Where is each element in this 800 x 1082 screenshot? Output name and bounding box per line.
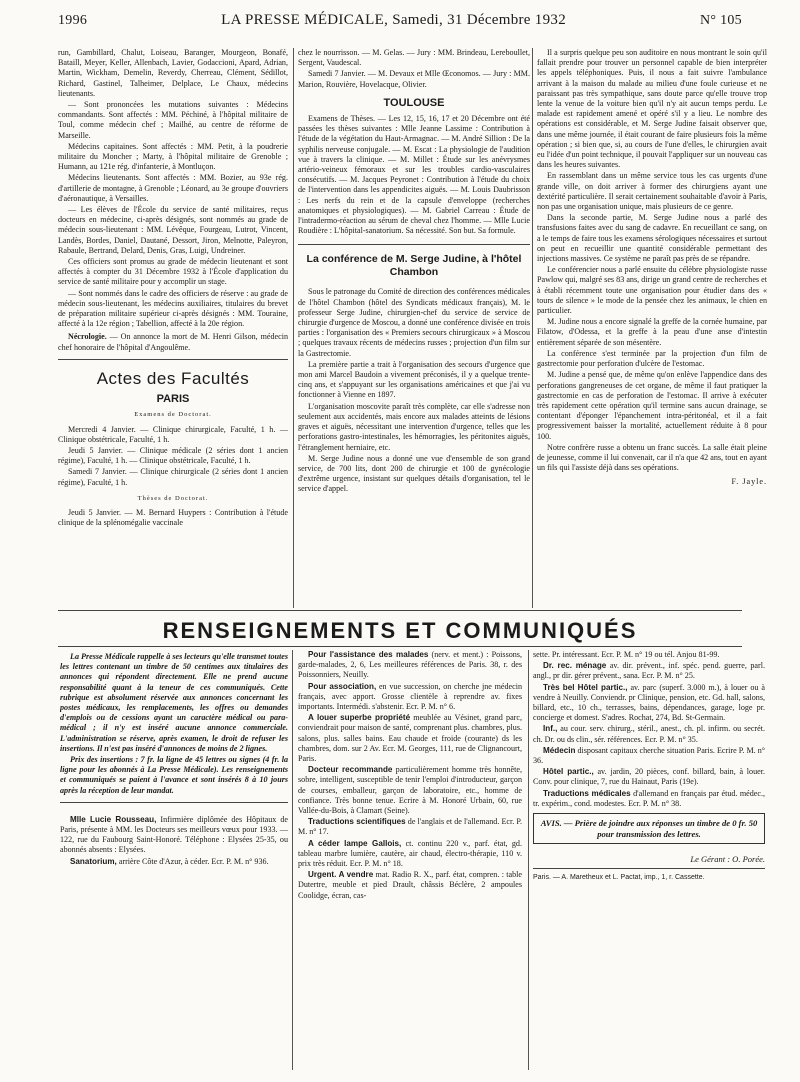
paragraph: Médecins capitaines. Sont affectés : MM. Petit, à la poudrerie militaire du Moncher ; Marty, à l'hôpital militaire de Grenoble ; Humann, au 121e rég. d'infanterie, à Montluçon. — [58, 141, 288, 172]
conference-paragraph: La première partie a trait à l'organisation des secours d'urgence que mon ami Marcel Baudoin a vivement préconisés, il y a quelque trente-cinq ans, et s'appuyant sur les organisations américaines et que j'ai vu fonctionner à Vienne en 1897. — [298, 359, 530, 400]
ad-text: de l'anglais et de l'allemand. Ecr. P. M. n° 17. — [298, 817, 522, 837]
classified-ad — [298, 713, 522, 764]
paragraph: Il a surpris quelque peu son auditoire en nous montrant le soin qu'il fallait prendre pour trouver un personnel capable de bien interpréter les appels téléphoniques. Puis, il nous a fait suivre l'ambulance arrivant à la maison du malade au milieu d'une foule curieuse et ne paraissant pas très sympathique, sans doute parce qu'elle trouve trop lente la venue de la voiture bien qu'il n'y ait aucun temps perdu. Le malade est rapidement amené et opéré s'il y a lieu. Le nombre des opérations est considérable, et M. Serge Judine faisait observer que, dans une même journée, il était courant de faire plusieurs fois la même opération ; si bien que, si, au cours de l'une d'elles, le chirurgien avait eu l'idée d'un point technique, il pouvait l'appliquer sur un nouveau cas dans les heures suivantes. — [537, 48, 767, 170]
paragraph: La conférence s'est terminée par la projection d'un film de gastrectomie pour perforation d'ulcère de l'estomac. — [537, 348, 767, 369]
paragraph: — Les élèves de l'École du service de santé militaires, reçus docteurs en médecine, ci-après désignés, sont nommés au grade de médecin sous-lieutenant : MM. Lévêque, Fourgeau, Lutrot, Vincent, Landès, Bordes, Daniel, Dautané, Dessort, Jiron, Melnotte, Paleyron, Rabaule, Bertrand, Delard, Denis, Gras, Luigi, Undreiner. — [58, 205, 288, 255]
classified-ad — [298, 682, 522, 713]
section-rule — [58, 646, 742, 647]
ad-text: av. jardin, 20 pièces, conf. billard, bain, à louer. Conv. pour clinique, 7, rue du Hainaut, Paris (19e). — [533, 767, 765, 787]
conference-heading: La conférence de M. Serge Judine, à l'hôtel Chambon — [306, 253, 522, 279]
ad-heading: Traductions médicales — [543, 788, 631, 798]
ad-heading: Mlle Lucie Rousseau, — [70, 814, 157, 824]
classified-ad — [298, 870, 522, 901]
ad-text: au cour. serv. chirurg., stéril., anest., ch. pl. infirm. ou secrét. ch. Dr. ou ds clin., sér. références. Ecr. P. M. n° 35. — [533, 724, 765, 744]
necrologie-label: Nécrologie. — [68, 332, 107, 342]
classified-ad — [533, 661, 765, 681]
avis-notice-box: AVIS. — Prière de joindre aux réponses un timbre de 0 fr. 50 pour transmission des lettres. — [533, 813, 765, 844]
column-classifieds-continued — [533, 650, 765, 1070]
paragraph: Samedi 7 Janvier. — M. Devaux et Mlle Œconomos. — Jury : MM. Marion, Rouvière, Hovelacque, Olivier. — [298, 69, 530, 89]
ad-heading: Très bel Hôtel partic., — [543, 682, 628, 692]
gerant-signature: Le Gérant : O. Porée. — [690, 854, 765, 865]
classified-ad — [60, 857, 288, 867]
column-military-and-faculties — [58, 48, 288, 608]
ad-heading: Pour l'assistance des malades — [308, 650, 429, 659]
classified-ads-list — [60, 815, 288, 867]
paragraph: M. Judine a pensé que, de même qu'on enlève l'appendice dans des perforations gangreneuses de cet organe, de même il faut pratiquer la gastrectomie en cas de perforation de l'estomac. Il arrive à exécuter très rapidement cette opération qu'il termine sans aucun drainage, se contentant d'éponger l'épanchement intra-péritonéal, et il a fait progressivement baisser la mortalité, actuellement réduite à 8 pour 100. — [537, 370, 767, 441]
conference-paragraph: L'organisation moscovite paraît très complète, car elle s'adresse non seulement aux accidentés, mais encore aux malades atteints de lésions graves et aiguës, nécessitant une intervention d'urgence, telles que les perforations gastro-intestinales, les hémorragies, les péritonites aiguës, l'étranglement herniaire, etc. — [298, 401, 530, 452]
ad-text: particulièrement homme très honnête, sobre, intelligent, susceptible de tenir l'emploi d'introducteur, garçon de courses, emballeur, garçon de laboratoire, etc., homme de confiance. Très bonne tenue. Ecrire à M. Honoré Urbain, 60, rue Vallée-du-Bois, à Clamart (Seine). — [298, 765, 522, 816]
column-toulouse-and-conference — [298, 48, 530, 608]
notice-paragraph: La Presse Médicale rappelle à ses lecteurs qu'elle transmet toutes les lettres contenant un timbre de 50 centimes aux titulaires des annonces qui répondent directement. Elle ne prend aucune responsabilité quant à la teneur de ces communiqués. Cette rubrique est absolument réservée aux annonces concernant les postes médicaux, les remplacements, les offres ou demandes d'emplois ou de cessions ayant un caractère médical ou para-médical ; il n'y est inséré aucune annonce commerciale. L'administration se réserve, après examen, le droit de refuser les insertions. Il n'est pas inséré d'annonces de moins de 2 lignes. — [60, 652, 288, 753]
paragraph: Médecins lieutenants. Sont affectés : MM. Bozier, au 93e rég. d'artillerie de montagne, à Grenoble ; Léonard, au 3e groupe d'ouvriers d'aéronautique, à Versailles. — [58, 173, 288, 203]
classified-ad — [533, 724, 765, 744]
ad-heading: Dr. rec. ménage — [543, 661, 607, 671]
ad-heading: Sanatorium, — [70, 856, 117, 866]
conference-paragraph: M. Serge Judine nous a donné une vue d'ensemble de son grand service, de 700 lits, dont 200 de chirurgie et 100 de gynécologie d'extrême urgence, insistant sur quelques détails d'organisation, tel le service d'appel. — [298, 453, 530, 494]
ad-heading: Inf., — [543, 724, 558, 734]
classified-ad — [60, 815, 288, 856]
toulouse-heading: TOULOUSE — [383, 96, 445, 109]
ad-text: meublée au Vésinet, grand parc, conviendrait pour maison de santé, comprenant plus. chambres, plus. salons, plus. salles bains. Eau chaude et froide (courante) ds les chambres, dom. sur 2 Av. Ecr. M. Georges, 111, rue de Clignancourt, Paris. — [298, 713, 522, 764]
ad-heading: A céder lampe Gallois, — [308, 838, 402, 848]
examens-label: Examens de Doctorat. — [134, 411, 212, 419]
theses-label: Thèses de Doctorat. — [137, 494, 209, 502]
paris-heading: PARIS — [156, 393, 190, 406]
column-divider — [528, 650, 529, 1070]
ad-text: mat. Radio R. X., parf. état, compren. : table Dutertre, meuble et pied Drault, châssis Béclère, 2 ampoules Coolidge, écran, cas- — [298, 870, 522, 900]
ad-text: Infirmière diplômée des Hôpitaux de Paris, présente à MM. les Docteurs ses meilleurs vœux pour 1933. — 122, rue du Faubourg Saint-Honoré. Téléphone : Elysées 25-35, ou abonnés absents : Elysées. — [60, 814, 288, 855]
ad-text: av. parc (superf. 3.000 m.), à louer ou à vendre à Neuilly. Conviendr. pr Clinique, pension, etc. Gd. hall, salons, billard, etc., 10 ch., terrasses, bains, dépendances, garage, loge pr. concierge et domest. S'adres. Rochat, 274, Bd. St-Germain. — [533, 682, 765, 723]
paragraph: En rassemblant dans un même service tous les cas urgents d'une grande ville, on doit arriver à former des chirurgiens ayant une dextérité particulière. Il serait certainement souhaitable d'avoir à Paris, non pas une organisation unique, mais plusieurs de ce genre. — [537, 171, 767, 212]
page-number: 1996 — [58, 13, 88, 28]
paragraph: Le conférencier nous a parlé ensuite du célèbre physiologiste russe Pawlow qui, malgré ses 83 ans, dirige un grand centre de recherches et à établi récemment toute une organisation pour étudier dans des « tours de silence » le mode de la pensée chez les animaux, le chien en particulier. — [537, 265, 767, 316]
exam-paragraph: Jeudi 5 Janvier. — Clinique médicale (2 séries dont 1 ancien régime), Faculté, 1 h. — Clinique obstétricale, Faculté, 1 h. — [58, 445, 288, 466]
conference-paragraph: Sous le patronage du Comité de direction des conférences médicales de l'hôtel Chambon (hôtel des Syndicats médicaux français), M. le professeur Serge Judine, chirurgien-chef du service de service de chirurgie d'urgence de Moscou, a donné une conférence divisée en trois parties : l'organisation des « Premiers secours chirurgicaux » à Moscou ; quelques travaux récents de médecins russes ; projection d'un film sur la Gastrectomie. — [298, 287, 530, 358]
ad-text: av. dir. prévent., inf. spéc. pend. guerre, parl. angl., pr dir. gérer prévent., sana. Ecr. P. M. n° 25. — [533, 661, 765, 681]
paragraph: — Sont prononcées les mutations suivantes : Médecins commandants. Sont affectés : MM. Péchiné, à l'hôpital militaire de Toul, comme médecin chef ; Mailhé, au centre de réforme de Marseille. — [58, 100, 288, 140]
ad-text: sette. Pr. intéressant. Ecr. P. M. n° 19 ou tél. Anjou 81-99. — [533, 650, 720, 659]
journal-masthead — [221, 12, 566, 29]
paragraph: Notre confrère russe a obtenu un franc succès. La salle était pleine de jeunesse, comme il lui convenait, car il n'a que 42 ans, tout en ayant un fils qui l'assiste déjà dans ses opérations. — [537, 442, 767, 473]
classified-ad — [298, 817, 522, 837]
ad-text: (nerv. et ment.) : Poissons, garde-malades, 2, 6, Les meilleures références de Paris. 38, r. des Poissonniers, Neuilly. — [298, 650, 522, 680]
ad-text: d'allemand en français par étud. médec., tr. expérim., cond. modestes. Ecr. P. M. n° 38. — [533, 788, 765, 808]
printer-imprint: Paris. — A. Maretheux et L. Pactat, imp., 1, r. Cassette. — [533, 874, 705, 882]
classified-ad — [533, 650, 765, 660]
author-signature: F. Jayle. — [731, 477, 767, 487]
paragraph: M. Judine nous a encore signalé la greffe de la cornée humaine, par Filatow, d'Odessa, et la greffe à la peau d'une anse d'intestin entièrement séparée de son mésentère. — [537, 317, 767, 347]
column-divider — [292, 650, 293, 1070]
classified-ad — [533, 789, 765, 809]
renseignements-heading: RENSEIGNEMENTS ET COMMUNIQUÉS — [162, 618, 638, 643]
paragraph: Dans la seconde partie, M. Serge Judine nous a parlé des transfusions faites avec du sang de cadavre. En recueillant ce sang, on a le temps de faire tous les examens sérologiques nécessaires et surtout on peut en recueillir une quantité considérable permettant des injections massives. Ce système ne paraît pas près de se répandre. — [537, 213, 767, 264]
exam-paragraph: Mercredi 4 Janvier. — Clinique chirurgicale, Faculté, 1 h. — Clinique obstétricale, Faculté, 1 h. — [58, 424, 288, 444]
ad-heading: Traductions scientifiques — [308, 817, 406, 827]
ad-heading: Pour association, — [308, 681, 377, 691]
classified-ad — [533, 683, 765, 724]
classified-ad — [533, 746, 765, 766]
column-conference-continued — [537, 48, 767, 608]
ad-heading: Médecin — [543, 745, 576, 755]
these-paragraph: Jeudi 5 Janvier. — M. Bernard Huypers : Contribution à l'étude clinique de la splénomégalie vaccinale — [58, 507, 288, 528]
section-divider — [298, 244, 530, 245]
section-divider — [533, 868, 765, 869]
column-divider — [293, 48, 294, 608]
necrologie-text: — On annonce la mort de M. Henri Gilson, médecin chef honoraire de l'hôpital d'Angoulême. — [58, 332, 288, 352]
column-notice — [60, 652, 288, 1072]
ad-text: disposant capitaux cherche situation Paris. Ecrire P. M. n° 36. — [533, 745, 765, 766]
page-header — [58, 12, 742, 34]
notice-paragraph: Prix des insertions : 7 fr. la ligne de 45 lettres ou signes (4 fr. la ligne pour les abonnés à La Presse Médicale). Les renseignements et communiqués se paient à l'avance et sont insérés 8 à 10 jours après la réception de leur mandat. — [60, 755, 288, 795]
ad-heading: Hôtel partic., — [543, 767, 594, 777]
ad-text: ct. continu 220 v., parf. état, gd. tableau marbre lumière, cautère, air chaud, électro-thérapie, 110 v. prix très réduit. Ecr. P. M. n° 18. — [298, 838, 522, 869]
necrologie-paragraph — [58, 332, 288, 352]
issue-number: N° 105 — [699, 13, 742, 28]
classified-ad — [298, 650, 522, 681]
paragraph: Ces officiers sont promus au grade de médecin lieutenant et sont affectés à compter du 31 Décembre 1932 à l'École d'application du service de santé militaire pour y accomplir un stage. — [58, 257, 288, 287]
classified-ad — [298, 839, 522, 870]
actes-facultes-heading: Actes des Facultés — [96, 368, 250, 388]
ad-text: en vue succession, on cherche jne médecin français, avec apport. Grosse clientèle à reprendre av. fixes importants. Intermédi. s'abstenir. Ecr. P. M. n° 6. — [298, 681, 522, 712]
section-divider — [58, 359, 288, 360]
column-divider — [532, 48, 533, 608]
section-divider — [60, 802, 288, 803]
issue-date: Samedi, 31 Décembre 1932 — [392, 12, 567, 28]
paragraph: run, Gambillard, Chalut, Loiseau, Baranger, Mourgeon, Bonafé, Bataill, Meyer, Keller, Allenbach, Lavier, Godaccioni, Apard, Adrian, Martin, Wickham, Demelin, Reverdy, Cherreau, Clément, Sédillot, Richard, Gastinel, Talheimer, Delplace, Le Chaux, médecins lieutenants. — [58, 48, 288, 98]
journal-name: LA PRESSE MÉDICALE, — [221, 12, 389, 28]
paragraph: — Sont nommés dans le cadre des officiers de réserve : au grade de médecin sous-lieutenant, les médecins auxiliaires, titulaires du brevet de préparation militaire supérieur ci-après désignés : MM. Touraine, affecté à la 12e région ; Tabellion, affecté à la 20e région. — [58, 288, 288, 329]
toulouse-paragraph: Examens de Thèses. — Les 12, 15, 16, 17 et 20 Décembre ont été passées les thèses suivantes : Mlle Jeanne Lassime : Contribution à l'étude de la végétation du Haut-Armagnac. — M. André Sillion : De la syphilis nerveuse conjugale. — M. Escat : La physiologie de l'audition vue à travers la clinique. — M. Millet : Étude sur les anévrysmes artério-veineux fémoraux et sur les troubles cardio-vasculaires consécutifs. — M. Jacques Peyronet : Contribution à l'étude du choix de l'intervention dans les appendicites aiguës. — M. Louis Daubrisson : Les nerfs du rein et de la capsule d'enveloppe (recherches anatomiques et physiologiques). — M. Gabriel Carreau : Étude de l'intradermo-réaction au sérum de cheval chez l'homme. — Mlle Lucie Roudière : L'hôpital-sanatorium. Sa nécessité. Son but. Sa formule. — [298, 114, 530, 236]
exam-paragraph: Samedi 7 Janvier. — Clinique chirurgicale (2 séries dont 1 ancien régime), Faculté, 1 h. — [58, 467, 288, 487]
ad-text: arrière Côte d'Azur, à céder. Ecr. P. M. n° 936. — [118, 856, 269, 866]
ad-heading: A louer superbe propriété — [308, 713, 411, 723]
paragraph: chez le nourrisson. — M. Gelas. — Jury : MM. Brindeau, Lereboullet, Sergent, Vaudescal. — [298, 48, 530, 68]
section-rule — [58, 610, 742, 611]
ad-heading: Urgent. A vendre — [308, 870, 374, 880]
classified-ad — [533, 767, 765, 787]
column-classifieds — [298, 650, 522, 1070]
classified-ad — [298, 765, 522, 816]
ad-heading: Docteur recommande — [308, 765, 393, 775]
